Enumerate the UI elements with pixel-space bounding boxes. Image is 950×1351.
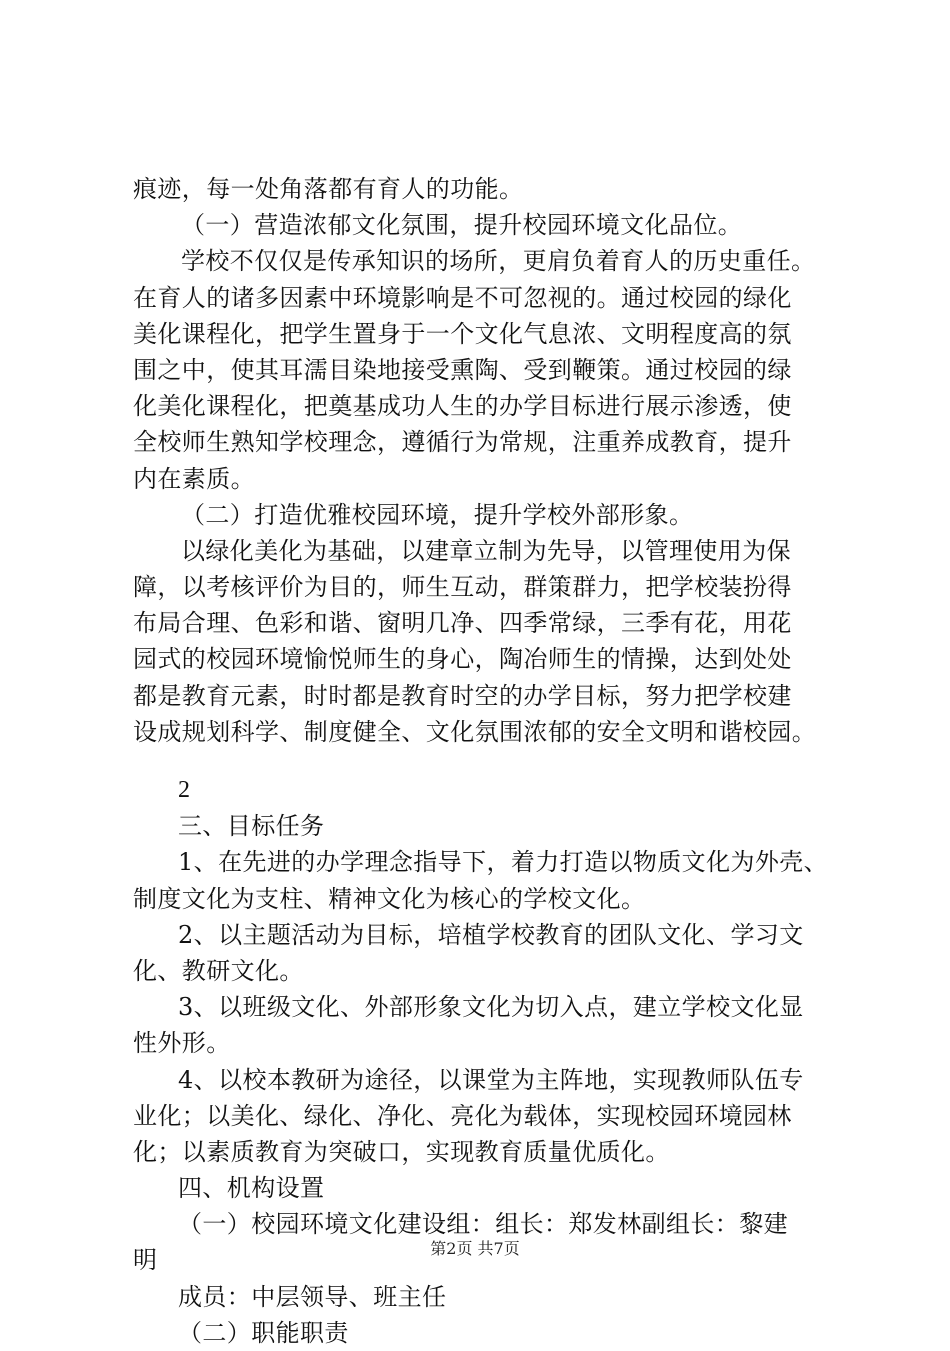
paragraph-line: 全校师生熟知学校理念，遵循行为常规，注重养成教育，提升 [133, 428, 792, 457]
list-item-continuation: 制度文化为支柱、精神文化为核心的学校文化。 [133, 884, 646, 913]
list-item: 3、以班级文化、外部形象文化为切入点，建立学校文化显 [178, 993, 804, 1022]
subsection-heading: （一）校园环境文化建设组：组长：郑发林副组长：黎建 [178, 1210, 788, 1239]
list-item-continuation: 业化；以美化、绿化、净化、亮化为载体，实现校园环境园林 [133, 1101, 792, 1130]
paragraph-line: 痕迹，每一处角落都有育人的功能。 [133, 175, 524, 203]
paragraph-line: 园式的校园环境愉悦师生的身心，陶冶师生的情操，达到处处 [133, 645, 792, 674]
paragraph-line: 布局合理、色彩和谐、窗明几净、四季常绿，三季有花，用花 [133, 609, 792, 638]
paragraph-line: 明 [133, 1246, 158, 1275]
page-footer: 第2页 共7页 [430, 1239, 520, 1258]
paragraph-line: 以绿化美化为基础，以建章立制为先导，以管理使用为保 [181, 536, 791, 565]
paragraph-line: 化美化课程化，把奠基成功人生的办学目标进行展示渗透，使 [133, 392, 792, 421]
paragraph-line: 成员：中层领导、班主任 [178, 1282, 447, 1311]
paragraph-line: 内在素质。 [133, 464, 255, 493]
section-heading: 四、机构设置 [178, 1174, 325, 1203]
list-item-continuation: 化；以素质教育为突破口，实现教育质量优质化。 [133, 1137, 670, 1166]
paragraph-line: 设成规划科学、制度健全、文化氛围浓郁的安全文明和谐校园。 [133, 717, 817, 746]
paragraph-line: 美化课程化，把学生置身于一个文化气息浓、文明程度高的氛 [133, 319, 792, 348]
section-heading: （一）营造浓郁文化氛围，提升校园环境文化品位。 [181, 211, 743, 240]
list-item: 4、以校本教研为途径，以课堂为主阵地，实现教师队伍专 [178, 1065, 804, 1094]
paragraph-line: 都是教育元素，时时都是教育时空的办学目标，努力把学校建 [133, 681, 792, 710]
list-item: 1、在先进的办学理念指导下，着力打造以物质文化为外壳、 [178, 848, 829, 877]
paragraph-line: 在育人的诸多因素中环境影响是不可忽视的。通过校园的绿化 [133, 283, 792, 312]
list-item-continuation: 化、教研文化。 [133, 956, 304, 985]
section-heading: （二）打造优雅校园环境，提升学校外部形象。 [181, 500, 694, 529]
document-body [133, 171, 833, 1351]
blank-gap [133, 750, 833, 772]
paragraph-line: 学校不仅仅是传承知识的场所，更肩负着育人的历史重任。 [181, 247, 816, 276]
inline-page-number: 2 [178, 777, 191, 803]
list-item-continuation: 性外形。 [133, 1029, 231, 1058]
paragraph-line: 围之中，使其耳濡目染地接受熏陶、受到鞭策。通过校园的绿 [133, 355, 792, 384]
section-heading: 三、目标任务 [178, 812, 325, 841]
paragraph-line: 障，以考核评价为目的，师生互动，群策群力，把学校装扮得 [133, 573, 792, 602]
subsection-heading: （二）职能职责 [178, 1318, 349, 1347]
list-item: 2、以主题活动为目标，培植学校教育的团队文化、学习文 [178, 920, 804, 949]
